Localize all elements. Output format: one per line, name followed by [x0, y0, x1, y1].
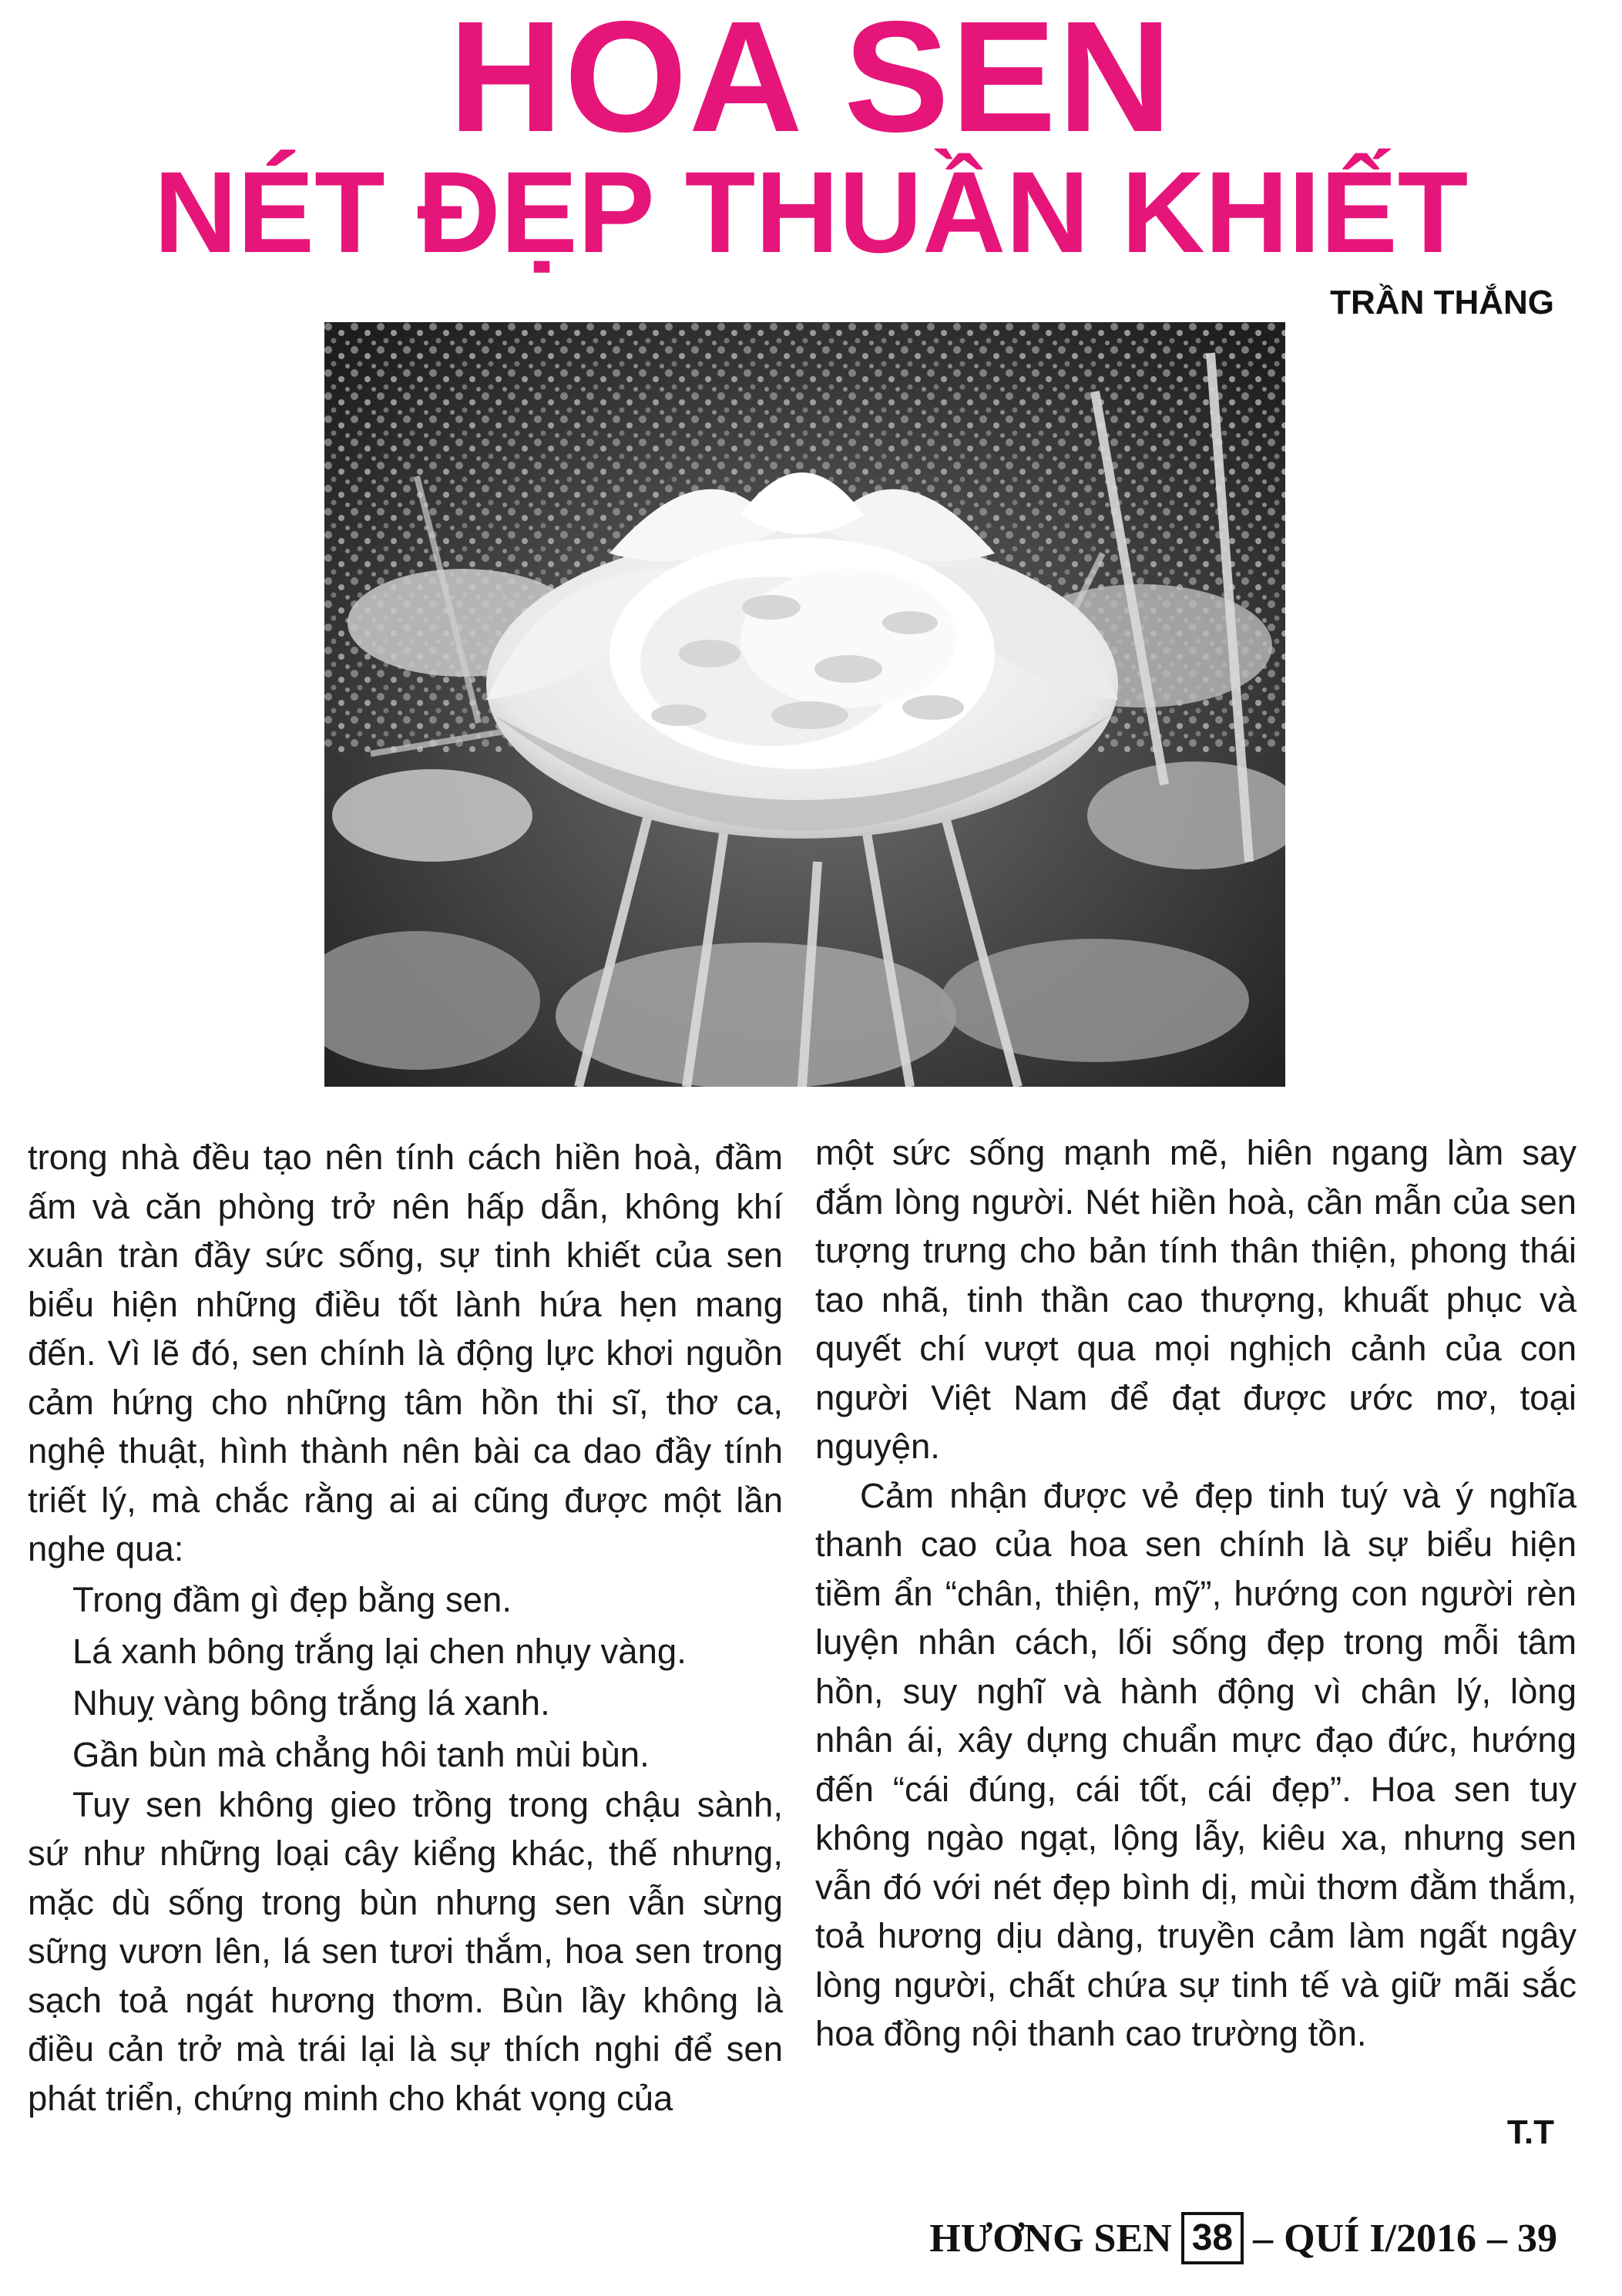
lotus-photo — [324, 322, 1285, 1087]
left-paragraph-1: trong nhà đều tạo nên tính cách hiền hoà, đầm ấm và căn phòng trở nên hấp dẫn, không khí xuân tràn đầy sức sống, sự tinh khiết của sen biểu hiện những điều tốt lành hứa hẹn mang đến. Vì lẽ đó, sen chính là động lực khơi nguồn cảm hứng cho những tâm hồn thi sĩ, thơ ca, nghệ thuật, hình thành nên bài ca dao đầy tính triết lý, mà chắc rằng ai ai cũng được một lần nghe qua: — [28, 1138, 783, 1568]
headline-hoa-sen: HOA SEN — [448, 0, 1174, 165]
verse-line-4: Gần bùn mà chẳng hôi tanh mùi bùn. — [72, 1734, 650, 1774]
left-paragraph-2: Tuy sen không gieo trồng trong chậu sành, sứ như những loại cây kiểng khác, thế nhưng, mặc dù sống trong bùn nhưng sen vẫn sừng sững vươn lên, lá sen tươi thắm, hoa sen trong sạch toả ngát hương thơm. Bùn lầy không là điều cản trở mà trái lại là sự thích nghi để sen phát triển, chứng minh cho khát vọng của — [28, 1784, 783, 2118]
verse-line-3: Nhuỵ vàng bông trắng lá xanh. — [72, 1683, 550, 1723]
right-paragraph-1: một sức sống mạnh mẽ, hiên ngang làm say đắm lòng người. Nét hiền hoà, cần mẫn của sen tượng trưng cho bản tính thân thiện, phong thái tao nhã, tinh thần cao thượng, khuất phục và quyết chí vượt qua mọi nghịch cảnh của con người Việt Nam để đạt được ước mơ, toại nguyện. — [815, 1133, 1577, 1466]
verse-line-2: Lá xanh bông trắng lại chen nhụy vàng. — [72, 1631, 687, 1671]
article-column-left — [28, 1133, 783, 2123]
headline-subtitle: NÉT ĐẸP THUẦN KHIẾT — [153, 147, 1469, 277]
verse-line-1: Trong đầm gì đẹp bằng sen. — [72, 1579, 512, 1619]
issue-number-box: 38 — [1181, 2212, 1244, 2264]
magazine-name: HƯƠNG SEN — [929, 2216, 1172, 2261]
article-column-right — [815, 1128, 1577, 2059]
page-footer — [929, 2210, 1557, 2266]
right-paragraph-2: Cảm nhận được vẻ đẹp tinh tuý và ý nghĩa thanh cao của hoa sen chính là sự biểu hiện tiềm ẩn “chân, thiện, mỹ”, hướng con người rèn luyện nhân cách, lối sống đẹp trong mỗi tâm hồn, suy nghĩ và hành động vì chân lý, lòng nhân ái, xây dựng chuẩn mực đạo đức, hướng đến “cái đúng, cái tốt, cái đẹp”. Hoa sen tuy không ngào ngạt, lộng lẫy, kiêu xa, nhưng sen vẫn đó với nét đẹp bình dị, mùi thơm đằm thắm, toả hương dịu dàng, truyền cảm làm ngất ngây lòng người, chất chứa sự tinh tế và giữ mãi sắc hoa đồng nội thanh cao trường tồn. — [815, 1475, 1577, 2053]
author-byline: TRẦN THẮNG — [1330, 284, 1554, 321]
issue-label: QUÍ I/2016 — [1284, 2216, 1476, 2261]
author-initials: T.T — [1506, 2113, 1554, 2151]
page-number: – 39 — [1487, 2216, 1557, 2261]
footer-separator: – — [1253, 2216, 1274, 2261]
